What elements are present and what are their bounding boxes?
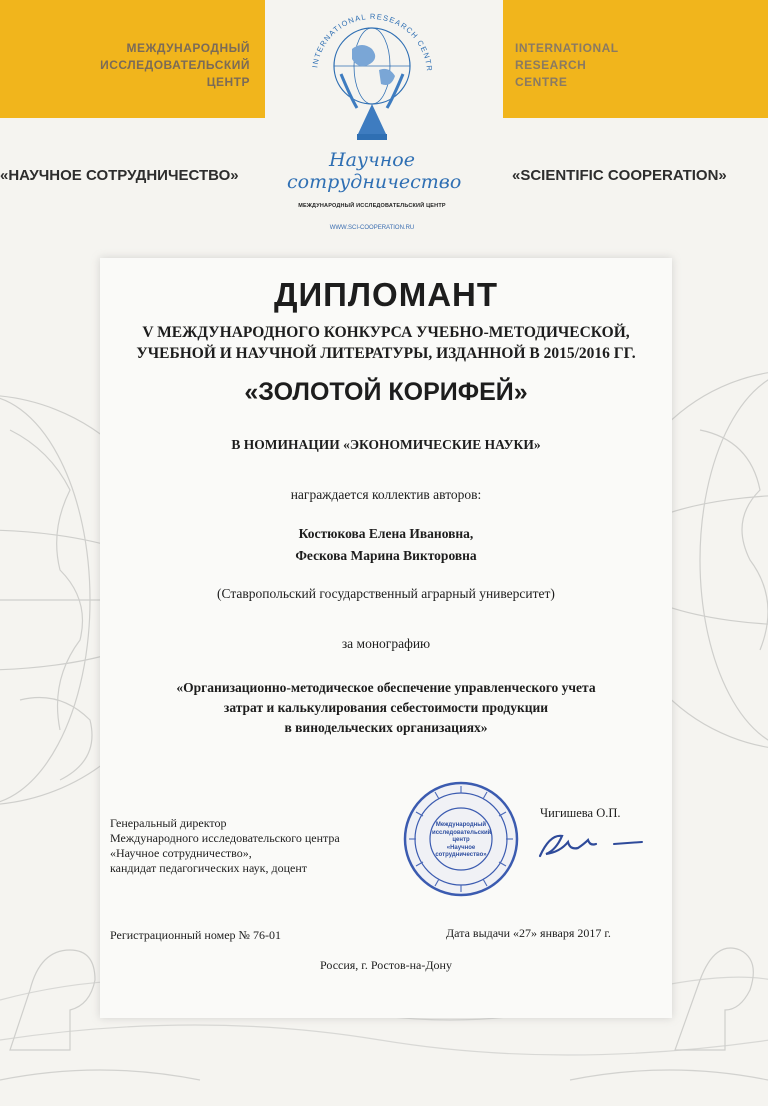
band-left-text: МЕЖДУНАРОДНЫЙ ИССЛЕДОВАТЕЛЬСКИЙ ЦЕНТР (100, 41, 250, 89)
author-2: Фескова Марина Викторовна (295, 548, 477, 563)
prize-name: «ЗОЛОТОЙ КОРИФЕЙ» (244, 378, 528, 406)
official-stamp (402, 780, 520, 898)
coop-title-en: «SCIENTIFIC COOPERATION» (512, 167, 727, 184)
director-info: Генеральный директор Международного исследовательского центра «Научное сотрудничество», кандидат педагогических наук, доцент (110, 816, 340, 875)
for-work: за монографию (341, 636, 431, 651)
stamp-text: Международный исследовательский центр «Научное сотрудничество» (432, 822, 492, 858)
logo-url: WWW.SCI-COOPERATION.RU (329, 225, 415, 231)
diploma-title: ДИПЛОМАНТ (273, 276, 499, 313)
logo (287, 4, 462, 236)
director-surname: Чигишева О.П. (540, 806, 621, 820)
registration-number: Регистрационный номер № 76-01 (110, 928, 281, 942)
signature-icon (536, 826, 646, 866)
author-1: Костюкова Елена Ивановна, (298, 526, 474, 541)
monograph-title: «Организационно-методическое обеспечение управленческого учета затрат и калькулирования себестоимости продукции в винодельческих организациях» (176, 680, 596, 735)
logo-script-line1: Научное (329, 149, 415, 171)
logo-ring-text: INTERNATIONAL RESEARCH CENTR (310, 11, 435, 73)
logo-script-line2: сотрудничество (287, 171, 462, 193)
diploma-subtitle: V МЕЖДУНАРОДНОГО КОНКУРСА УЧЕБНО-МЕТОДИЧЕСКОЙ, УЧЕБНОЙ И НАУЧНОЙ ЛИТЕРАТУРЫ, ИЗДАННОЙ В 2015/2016 ГГ. (136, 324, 636, 362)
authors (100, 523, 672, 567)
band-right-text: INTERNATIONAL RESEARCH CENTRE (515, 41, 619, 89)
atlas-globe-icon (287, 4, 457, 154)
coop-title-ru: «НАУЧНОЕ СОТРУДНИЧЕСТВО» (0, 167, 239, 184)
issue-date: Дата выдачи «27» января 2017 г. (446, 926, 611, 940)
logo-subtitle: МЕЖДУНАРОДНЫЙ ИССЛЕДОВАТЕЛЬСКИЙ ЦЕНТР (298, 203, 446, 209)
awarded-to: награждается коллектив авторов: (290, 487, 482, 502)
city: Россия, г. Ростов-на-Дону (320, 958, 452, 972)
university: (Ставропольский государственный аграрный университет) (217, 586, 555, 601)
nomination: В НОМИНАЦИИ «ЭКОНОМИЧЕСКИЕ НАУКИ» (231, 437, 541, 452)
